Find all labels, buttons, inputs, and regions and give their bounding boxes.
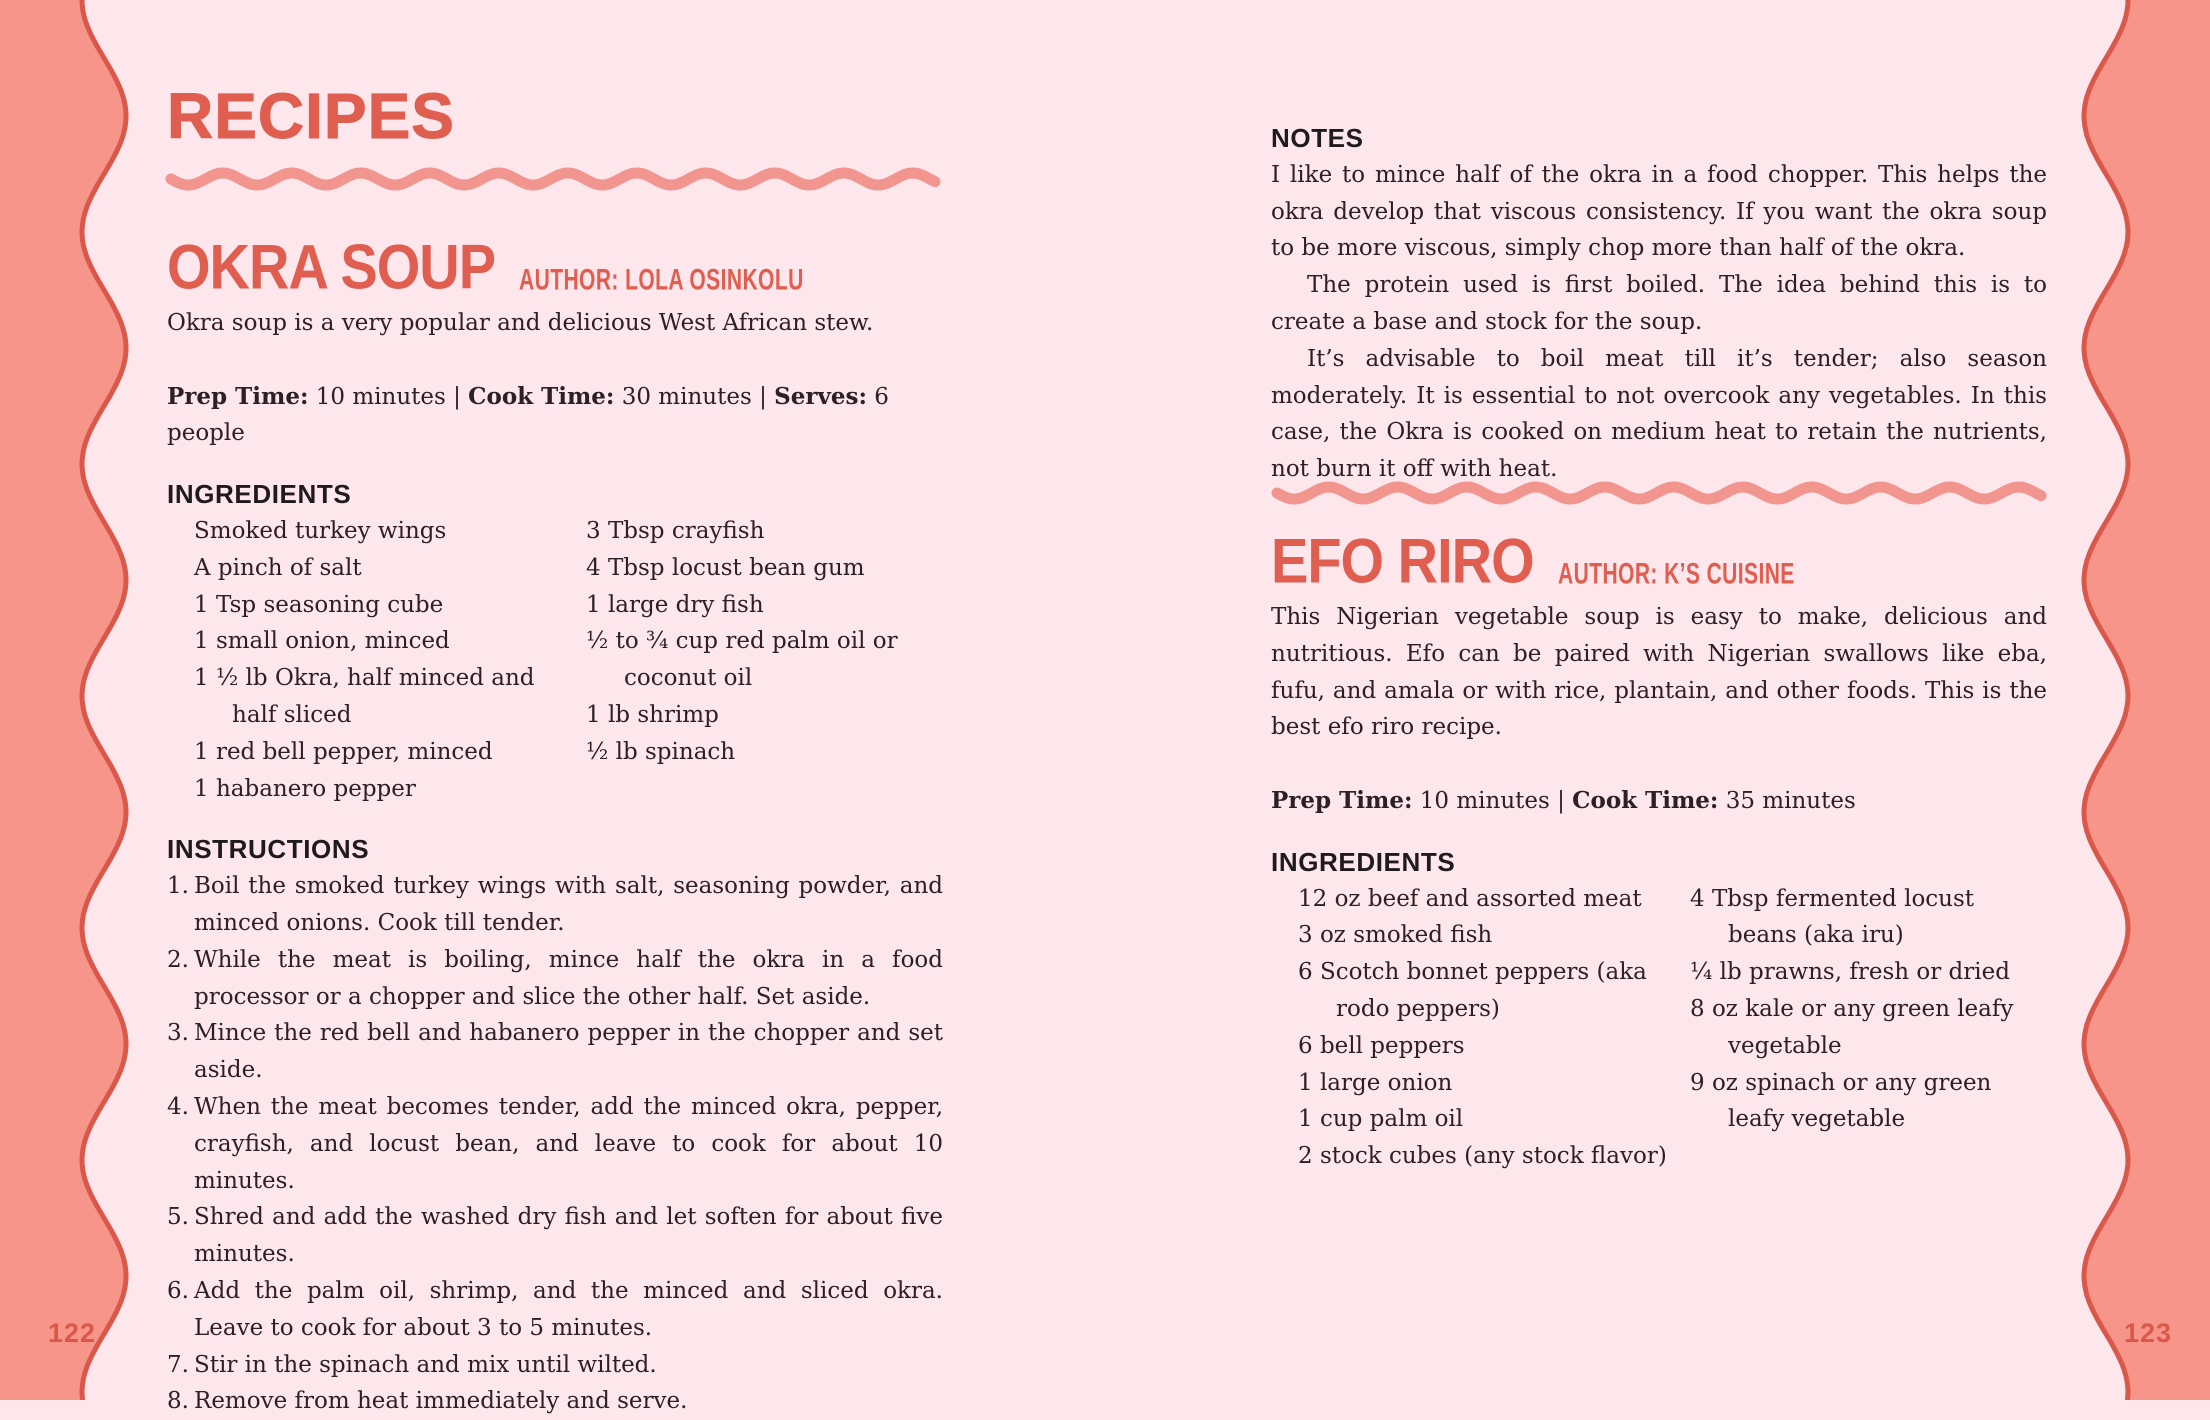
recipe-name: EFO RIRO xyxy=(1271,525,1534,596)
notes-paragraph: The protein used is first boiled. The idea behind this is to create a base and stock for the soup. xyxy=(1271,272,2047,335)
notes-body xyxy=(1271,157,2047,488)
ingredient-item: 6 bell peppers xyxy=(1298,1032,1465,1059)
instruction-step xyxy=(167,1347,943,1384)
cook-value: 30 minutes | xyxy=(614,383,775,410)
step-number: 4. xyxy=(167,1093,189,1120)
ingredient-item: 3 Tbsp crayfish xyxy=(586,517,765,544)
step-number: 5. xyxy=(167,1204,189,1231)
ingredients-heading: INGREDIENTS xyxy=(1271,846,1456,877)
ingredients-column-2 xyxy=(586,513,926,807)
ingredients-column-1 xyxy=(194,513,586,807)
serves-label: Serves: xyxy=(774,382,867,410)
ingredient-item: ¼ lb prawns, fresh or dried xyxy=(1690,959,2010,986)
instruction-step xyxy=(167,942,943,1016)
cook-value: 35 minutes xyxy=(1718,787,1856,814)
prep-value: 10 minutes | xyxy=(308,383,469,410)
ingredient-item: 4 Tbsp fermented locust beans (aka iru) xyxy=(1690,885,1975,949)
ingredient-item: 1 large dry fish xyxy=(586,591,764,618)
ingredients-list xyxy=(1271,881,2047,1175)
cook-label: Cook Time: xyxy=(1572,786,1719,814)
ingredient-item: Smoked turkey wings xyxy=(194,517,447,544)
ingredients-column-1 xyxy=(1298,881,1690,1175)
serves-value: 6 people xyxy=(167,383,889,447)
ingredients-list xyxy=(167,513,943,807)
notes-paragraph: I like to mince half of the okra in a food chopper. This helps the okra develop that viscous consistency. If you want the okra soup to be more viscous, simply chop more than half of the okra. xyxy=(1271,161,2047,262)
instruction-step xyxy=(167,868,943,942)
ingredient-item: A pinch of salt xyxy=(194,554,362,581)
right-page-edge xyxy=(2070,0,2210,1400)
ingredients-heading: INGREDIENTS xyxy=(167,479,352,510)
step-text: Shred and add the washed dry fish and let soften for about five minutes. xyxy=(194,1204,943,1268)
recipe-meta xyxy=(167,379,943,453)
instruction-step xyxy=(167,1089,943,1199)
ingredient-item: 4 Tbsp locust bean gum xyxy=(586,554,865,581)
ingredient-item: 8 oz kale or any green leafy vegetable xyxy=(1690,995,2014,1059)
instruction-step xyxy=(167,1383,943,1420)
step-number: 2. xyxy=(167,946,189,973)
instruction-step xyxy=(167,1199,943,1273)
page-number-left: 122 xyxy=(48,1318,97,1348)
ingredient-item: 9 oz spinach or any green leafy vegetable xyxy=(1690,1069,1992,1133)
cook-label: Cook Time: xyxy=(468,382,615,410)
title-wave-divider xyxy=(165,162,941,196)
recipe-description: Okra soup is a very popular and delicious West African stew. xyxy=(167,310,874,336)
step-text: Boil the smoked turkey wings with salt, seasoning powder, and minced onions. Cook till tender. xyxy=(194,873,943,936)
ingredient-item: 1 large onion xyxy=(1298,1069,1453,1096)
ingredient-item: 12 oz beef and assorted meat xyxy=(1298,885,1642,912)
step-text: Remove from heat immediately and serve. xyxy=(194,1388,688,1415)
section-title: RECIPES xyxy=(167,80,455,152)
step-number: 6. xyxy=(167,1277,189,1304)
ingredient-item: 1 ½ lb Okra, half minced and half sliced xyxy=(194,665,535,728)
recipe-meta xyxy=(1271,783,2047,820)
ingredient-item: ½ to ¾ cup red palm oil or coconut oil xyxy=(586,628,898,692)
efo-recipe-title xyxy=(1271,525,2047,597)
instruction-step xyxy=(167,1273,943,1347)
left-page-edge xyxy=(0,0,140,1400)
recipe-author: AUTHOR: LOLA OSINKOLU xyxy=(519,262,804,296)
step-number: 7. xyxy=(167,1351,189,1378)
ingredient-item: 1 red bell pepper, minced xyxy=(194,738,493,765)
prep-label: Prep Time: xyxy=(167,382,309,410)
ingredients-column-2 xyxy=(1690,881,2030,1175)
step-number: 8. xyxy=(167,1388,189,1415)
ingredient-item: 1 small onion, minced xyxy=(194,628,450,655)
ingredient-item: 3 oz smoked fish xyxy=(1298,922,1493,949)
prep-value: 10 minutes | xyxy=(1412,787,1573,814)
step-text: Stir in the spinach and mix until wilted. xyxy=(194,1351,657,1378)
step-number: 3. xyxy=(167,1020,189,1047)
ingredient-item: ½ lb spinach xyxy=(586,738,736,765)
ingredient-item: 6 Scotch bonnet peppers (aka rodo peppers) xyxy=(1298,959,1647,1022)
ingredient-item: 1 habanero pepper xyxy=(194,775,416,802)
notes-paragraph: It’s advisable to boil meat till it’s tender; also season moderately. It is essential to not overcook any vegetables. In this case, the Okra is cooked on medium heat to retain the nutrients, not burn it off with heat. xyxy=(1271,345,2047,483)
step-text: While the meat is boiling, mince half the okra in a food processor or a chopper and slice the other half. Set aside. xyxy=(194,946,943,1010)
step-text: Add the palm oil, shrimp, and the minced and sliced okra. Leave to cook for about 3 to 5 minutes. xyxy=(194,1277,943,1341)
notes-heading: NOTES xyxy=(1271,123,1364,153)
ingredient-item: 1 Tsp seasoning cube xyxy=(194,591,444,618)
page-number-right: 123 xyxy=(2124,1318,2173,1348)
recipe-author: AUTHOR: K’S CUISINE xyxy=(1557,556,1795,590)
section-wave-divider xyxy=(1271,476,2047,510)
okra-recipe-title xyxy=(167,231,943,303)
ingredient-item: 1 lb shrimp xyxy=(586,701,719,728)
step-number: 1. xyxy=(167,873,189,900)
recipe-name: OKRA SOUP xyxy=(167,231,496,302)
ingredient-item: 2 stock cubes (any stock flavor) xyxy=(1298,1143,1667,1170)
prep-label: Prep Time: xyxy=(1271,786,1413,814)
instructions-heading: INSTRUCTIONS xyxy=(167,834,370,865)
instructions-list xyxy=(167,868,943,1420)
step-text: When the meat becomes tender, add the minced okra, pepper, crayfish, and locust bean, and leave to cook for about 10 minutes. xyxy=(194,1093,943,1194)
recipe-description: This Nigerian vegetable soup is easy to make, delicious and nutritious. Efo can be paired with Nigerian swallows like eba, fufu, and amala or with rice, plantain, and other foods. This is the best efo riro recipe. xyxy=(1271,604,2047,741)
step-text: Mince the red bell and habanero pepper in the chopper and set aside. xyxy=(194,1020,943,1084)
ingredient-item: 1 cup palm oil xyxy=(1298,1106,1464,1133)
instruction-step xyxy=(167,1015,943,1089)
